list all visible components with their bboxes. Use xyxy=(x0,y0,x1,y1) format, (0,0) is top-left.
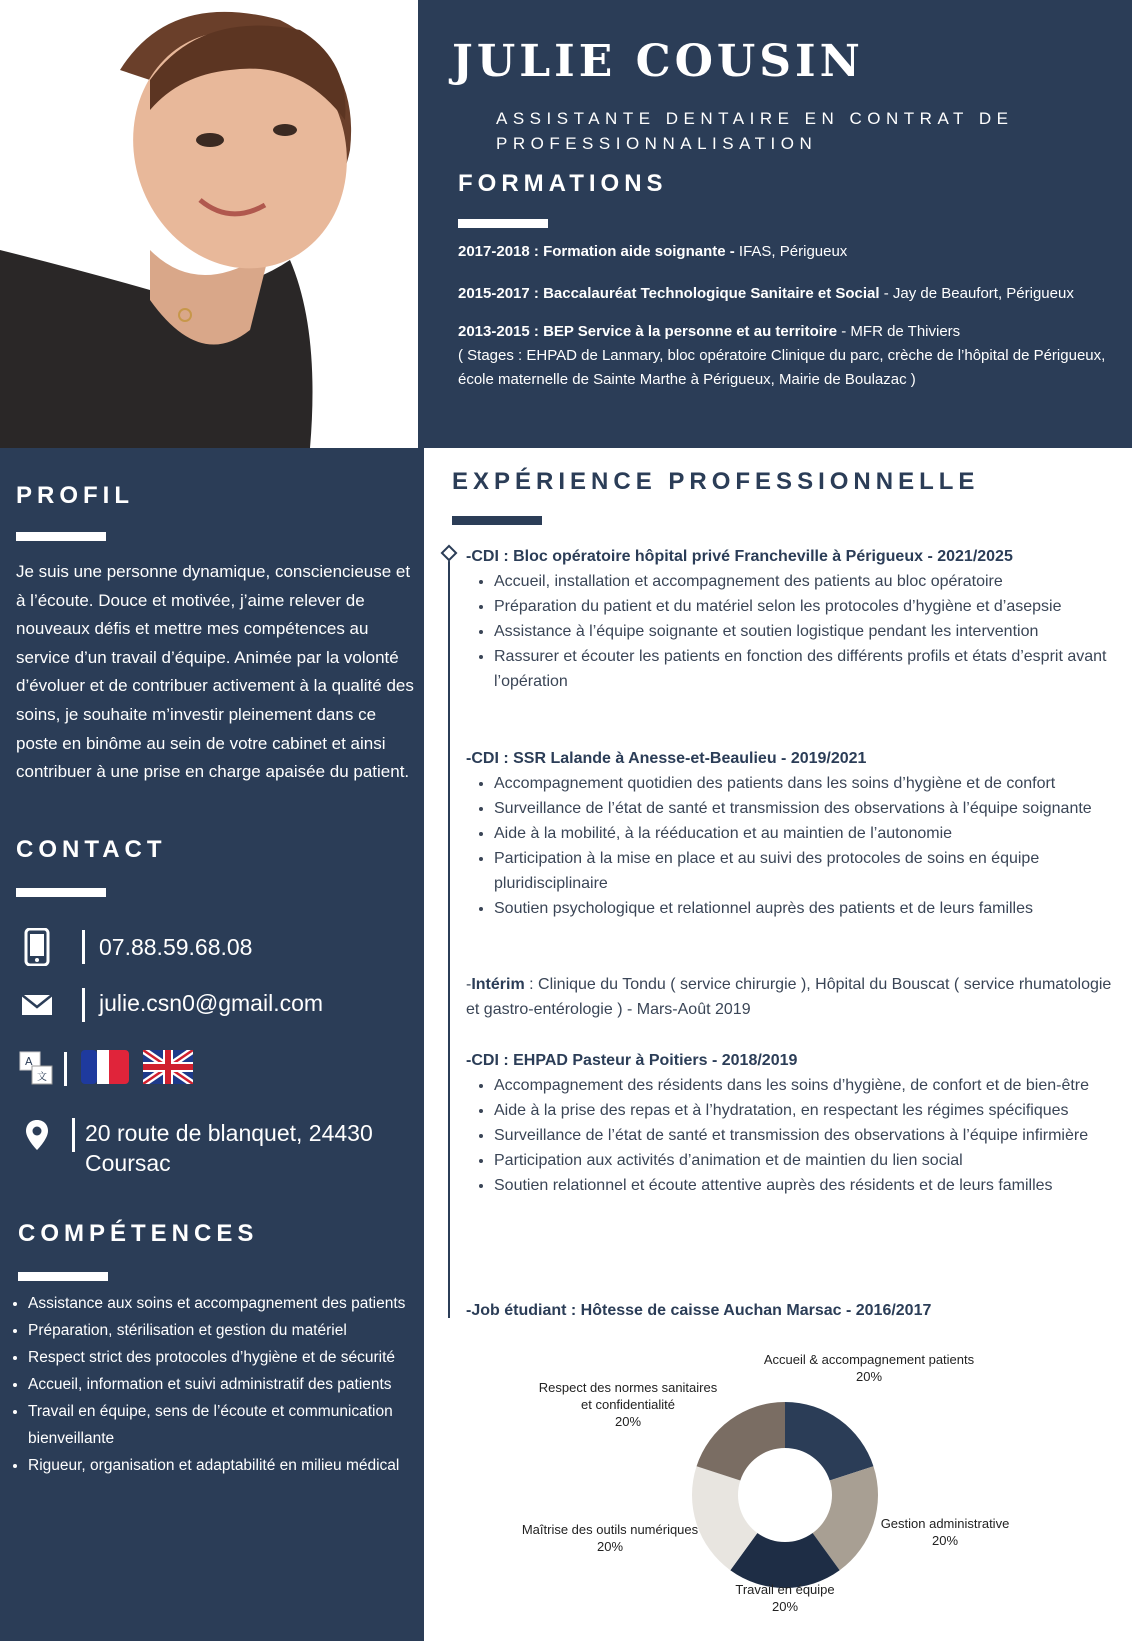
list-item: • Accompagnement quotidien des patients dans les soins d’hygiène et de confort xyxy=(494,771,1126,796)
experience-job xyxy=(466,544,1126,694)
portrait-illustration xyxy=(0,0,418,448)
skills-chart xyxy=(430,1348,1132,1638)
contact-address xyxy=(18,1116,373,1178)
experience-divider xyxy=(452,516,542,525)
slice-category-label: Gestion administrative xyxy=(880,1516,1010,1531)
competences-list xyxy=(8,1290,438,1479)
french-flag-icon xyxy=(81,1050,129,1084)
experience-job xyxy=(466,1298,1126,1323)
slice-value-label: 20% xyxy=(771,1599,799,1614)
list-item: • Soutien psychologique et relationnel auprès des patients et de leurs familles xyxy=(494,896,1126,921)
list-item: • Assistance à l’équipe soignante et soutien logistique pendant les intervention xyxy=(494,619,1126,644)
slice-value-label: 20% xyxy=(614,1414,642,1429)
formation-bold: 2013-2015 : BEP Service à la personne et au territoire xyxy=(458,323,838,340)
pie-slice xyxy=(785,1402,873,1480)
phone-icon xyxy=(18,928,56,966)
list-item: • Surveillance de l’état de santé et transmission des observations à l’équipe infirmière xyxy=(494,1123,1126,1148)
contact-title: CONTACT xyxy=(16,836,167,863)
slice-category-label: et confidentialité xyxy=(581,1397,675,1412)
formation-bold: 2017-2018 : Formation aide soignante - xyxy=(458,243,735,260)
person-name: JULIE COUSIN xyxy=(452,36,864,87)
address-line1: 20 route de blanquet, 24430 xyxy=(85,1120,373,1146)
main-content xyxy=(430,448,1132,1641)
experience-job: -Intérim : Clinique du Tondu ( service chirurgie ), Hôpital du Bouscat ( service rhumatologie et gastro-entérologie ) - Mars-Août 2019 xyxy=(466,976,1112,1018)
job-title: -CDI : SSR Lalande à Anesse-et-Beaulieu - 2019/2021 xyxy=(466,750,867,767)
formation-bold: 2015-2017 : Baccalauréat Technologique Sanitaire et Social xyxy=(458,285,880,302)
slice-category-label: Accueil & accompagnement patients xyxy=(763,1352,975,1367)
formations-title: FORMATIONS xyxy=(458,170,668,197)
profil-divider xyxy=(16,532,106,541)
slice-category-label: Travail en équipe xyxy=(735,1582,835,1597)
phone-number[interactable]: 07.88.59.68.08 xyxy=(99,934,253,960)
experience-job xyxy=(466,1048,1126,1198)
experience-title: EXPÉRIENCE PROFESSIONNELLE xyxy=(452,468,980,495)
competences-divider xyxy=(18,1272,108,1281)
slice-value-label: 20% xyxy=(596,1539,624,1554)
job-title-bold: Intérim xyxy=(471,976,525,993)
list-item: • Assistance aux soins et accompagnement des patients xyxy=(28,1290,438,1317)
svg-text:文: 文 xyxy=(37,1072,47,1083)
sidebar xyxy=(0,448,424,1641)
location-icon xyxy=(18,1116,56,1154)
svg-text:A: A xyxy=(25,1055,33,1068)
email-address[interactable]: julie.csn0@gmail.com xyxy=(99,990,324,1016)
formation-rest: - Jay de Beaufort, Périgueux xyxy=(879,285,1074,302)
competences-title: COMPÉTENCES xyxy=(18,1220,259,1247)
job-title: -CDI : Bloc opératoire hôpital privé Francheville à Périgueux - 2021/2025 xyxy=(466,548,1013,565)
mail-icon xyxy=(18,986,56,1024)
contact-separator xyxy=(72,1118,75,1152)
slice-category-label: Maîtrise des outils numériques xyxy=(521,1522,699,1537)
job-title: -CDI : EHPAD Pasteur à Poitiers - 2018/2019 xyxy=(466,1052,798,1069)
list-item: • Rigueur, organisation et adaptabilité en milieu médical xyxy=(28,1452,438,1479)
slice-value-label: 20% xyxy=(931,1533,959,1548)
profil-text: Je suis une personne dynamique, consciencieuse et à l’écoute. Douce et motivée, j’aime relever de nouveaux défis et mettre mes compétences au service d’un travail d’équipe. Animée par la volonté d’évoluer et de contribuer activement à la qualité des soins, je souhaite m’investir pleinement dans ce poste en binôme au sein de votre cabinet et ainsi contribuer à une prise en charge apaisée du patient. xyxy=(16,562,414,782)
translate-icon xyxy=(18,1050,56,1088)
contact-separator xyxy=(82,988,85,1022)
list-item: • Participation à la mise en place et au suivi des protocoles de soins en équipe pluridisciplinaire xyxy=(494,846,1126,896)
contact-separator xyxy=(64,1052,67,1086)
job-title: -Job étudiant : Hôtesse de caisse Auchan Marsac - 2016/2017 xyxy=(466,1302,932,1319)
donut-chart xyxy=(430,1348,1132,1638)
contact-email xyxy=(18,986,323,1024)
list-item: • Soutien relationnel et écoute attentive auprès des résidents et de leurs familles xyxy=(494,1173,1126,1198)
formation-item xyxy=(458,282,1118,306)
slice-category-label: Respect des normes sanitaires xyxy=(538,1380,718,1395)
formation-rest: - MFR de Thiviers xyxy=(837,323,961,340)
formation-extra: ( Stages : EHPAD de Lanmary, bloc opératoire Clinique du parc, crèche de l’hôpital de Périgueux, école maternelle de Sainte Marthe à Périgueux, Mairie de Boulazac ) xyxy=(458,347,1106,388)
list-item: • Participation aux activités d’animation et de maintien du lien social xyxy=(494,1148,1126,1173)
address-text xyxy=(85,1118,373,1178)
job-title: ASSISTANTE DENTAIRE EN CONTRAT DE PROFESSIONNALISATION xyxy=(496,109,1014,153)
list-item: • Préparation, stérilisation et gestion du matériel xyxy=(28,1317,438,1344)
uk-flag-icon xyxy=(143,1050,193,1084)
formation-item xyxy=(458,320,1118,392)
profile-photo xyxy=(0,0,418,448)
contact-divider xyxy=(16,888,106,897)
list-item: • Accompagnement des résidents dans les soins d’hygiène, de confort et de bien-être xyxy=(494,1073,1126,1098)
formation-item xyxy=(458,240,1118,264)
list-item: • Respect strict des protocoles d’hygiène et de sécurité xyxy=(28,1344,438,1371)
list-item: • Aide à la prise des repas et à l’hydratation, en respectant les régimes spécifiques xyxy=(494,1098,1126,1123)
list-item: • Travail en équipe, sens de l’écoute et communication bienveillante xyxy=(28,1398,438,1452)
list-item: • Rassurer et écouter les patients en fonction des différents profils et états d’esprit avant l’opération xyxy=(494,644,1126,694)
list-item: • Surveillance de l’état de santé et transmission des observations à l’équipe soignante xyxy=(494,796,1126,821)
timeline-line xyxy=(448,553,450,1318)
contact-separator xyxy=(82,930,85,964)
experience-job xyxy=(466,746,1126,921)
job-title-rest: : Clinique du Tondu ( service chirurgie ), Hôpital du Bouscat ( service rhumatologie et gastro-entérologie ) - Mars-Août 2019 xyxy=(466,976,1112,1018)
list-item: • Aide à la mobilité, à la rééducation et au maintien de l’autonomie xyxy=(494,821,1126,846)
formation-rest: IFAS, Périgueux xyxy=(734,243,848,260)
list-item: • Préparation du patient et du matériel selon les protocoles d’hygiène et d’asepsie xyxy=(494,594,1126,619)
header xyxy=(418,0,1132,448)
contact-phone xyxy=(18,928,252,966)
pie-slice xyxy=(697,1402,785,1480)
list-item: • Accueil, information et suivi administratif des patients xyxy=(28,1371,438,1398)
formations-divider xyxy=(458,219,548,228)
contact-languages xyxy=(18,1050,193,1088)
slice-value-label: 20% xyxy=(855,1369,883,1384)
profil-title: PROFIL xyxy=(16,482,134,509)
list-item: • Accueil, installation et accompagnement des patients au bloc opératoire xyxy=(494,569,1126,594)
address-line2: Coursac xyxy=(85,1150,171,1176)
timeline-dot-icon xyxy=(441,545,458,562)
